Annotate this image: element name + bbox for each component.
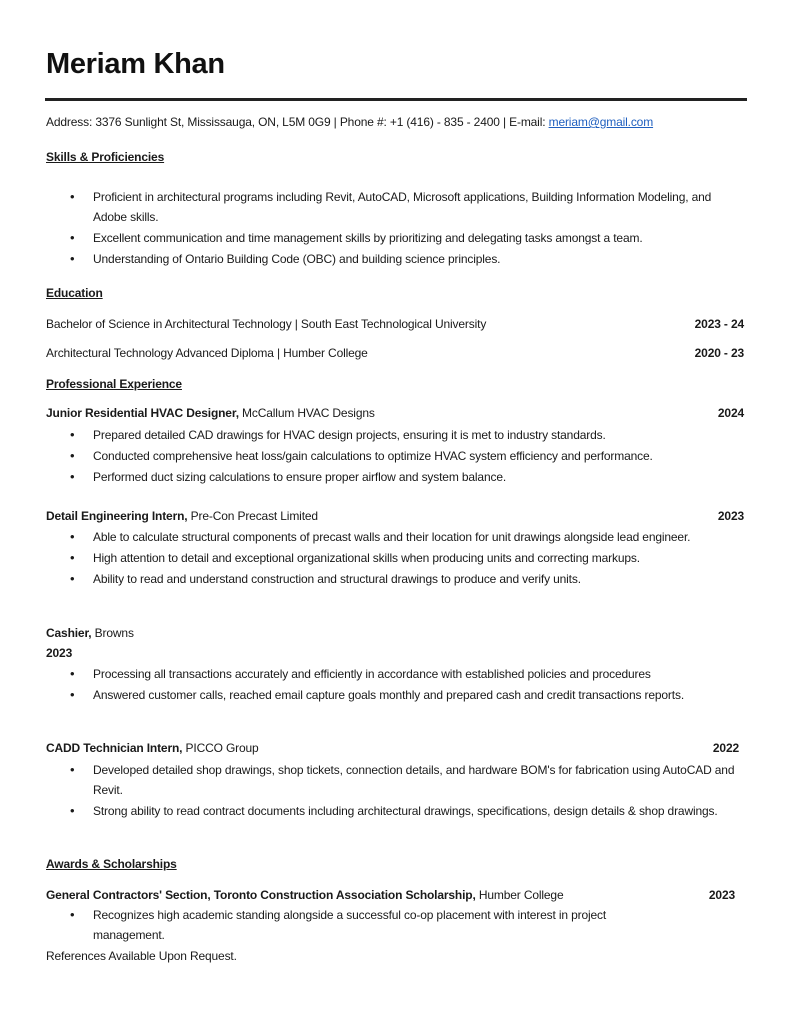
education-item: Architectural Technology Advanced Diploma | Humber College <box>46 346 368 360</box>
job-bullets <box>70 425 742 488</box>
list-item: • Developed detailed shop drawings, shop tickets, connection details, and hardware BOM's for fabrication using AutoCAD and Revit. <box>70 760 742 800</box>
job-title: CADD Technician Intern, <box>46 741 183 755</box>
job-year: 2023 <box>717 509 744 523</box>
award-title: General Contractors' Section, Toronto Construction Association Scholarship, <box>46 888 476 902</box>
list-item: • Performed duct sizing calculations to ensure proper airflow and system balance. <box>70 467 742 487</box>
education-item: Bachelor of Science in Architectural Technology | South East Technological University <box>46 317 487 331</box>
award-heading <box>46 887 563 903</box>
job-company: Pre-Con Precast Limited <box>187 509 318 523</box>
job-year: 2024 <box>717 406 744 420</box>
job-year: 2023 <box>46 646 73 660</box>
job-heading <box>46 625 134 641</box>
job-heading <box>46 508 318 524</box>
header-divider <box>45 98 747 101</box>
section-heading-experience: Professional Experience <box>46 377 182 391</box>
award-bullets <box>70 905 742 946</box>
contact-details: Address: 3376 Sunlight St, Mississauga, ON, L5M 0G9 | Phone #: +1 (416) - 835 - 2400 | E-mail: <box>46 115 549 129</box>
resume-name: Meriam Khan <box>46 48 225 80</box>
list-item: • Processing all transactions accurately and efficiently in accordance with established policies and procedures <box>70 664 742 684</box>
references-note: References Available Upon Request. <box>46 949 237 963</box>
list-item: • Understanding of Ontario Building Code (OBC) and building science principles. <box>70 249 742 269</box>
job-title: Cashier, <box>46 626 92 640</box>
section-heading-skills: Skills & Proficiencies <box>46 150 165 164</box>
section-heading-education: Education <box>46 286 103 300</box>
list-item: • Conducted comprehensive heat loss/gain calculations to optimize HVAC system efficiency and performance. <box>70 446 742 466</box>
list-item: • Able to calculate structural components of precast walls and their location for unit drawings alongside lead engineer. <box>70 527 742 547</box>
job-title: Detail Engineering Intern, <box>46 509 188 523</box>
list-item: • Proficient in architectural programs including Revit, AutoCAD, Microsoft applications, Building Information Modeling, and Adobe skills. <box>70 187 742 227</box>
skills-list <box>70 187 742 270</box>
list-item: • Strong ability to read contract documents including architectural drawings, specifications, design details & shop drawings. <box>70 801 742 821</box>
job-heading <box>46 405 375 421</box>
list-item: • Recognizes high academic standing alongside a successful co-op placement with interest in project management. <box>70 905 742 945</box>
section-heading-awards: Awards & Scholarships <box>46 857 177 871</box>
job-company: Browns <box>91 626 134 640</box>
job-bullets <box>70 760 742 822</box>
job-company: PICCO Group <box>182 741 259 755</box>
job-heading <box>46 740 259 756</box>
list-item: • High attention to detail and exceptional organizational skills when producing units and correcting markups. <box>70 548 742 568</box>
job-company: McCallum HVAC Designs <box>238 406 375 420</box>
job-year: 2022 <box>712 741 739 755</box>
award-year: 2023 <box>708 888 735 902</box>
job-bullets <box>70 527 742 590</box>
list-item: • Prepared detailed CAD drawings for HVAC design projects, ensuring it is met to industry standards. <box>70 425 742 445</box>
list-item: • Answered customer calls, reached email capture goals monthly and prepared cash and credit transactions reports. <box>70 685 742 705</box>
contact-line <box>46 114 653 130</box>
email-link[interactable]: meriam@gmail.com <box>548 115 654 129</box>
job-title: Junior Residential HVAC Designer, <box>46 406 239 420</box>
education-years: 2020 - 23 <box>694 346 744 360</box>
job-bullets <box>70 664 742 706</box>
education-years: 2023 - 24 <box>694 317 744 331</box>
award-org: Humber College <box>475 888 564 902</box>
list-item: • Ability to read and understand construction and structural drawings to produce and verify units. <box>70 569 742 589</box>
list-item: • Excellent communication and time management skills by prioritizing and delegating tasks amongst a team. <box>70 228 742 248</box>
